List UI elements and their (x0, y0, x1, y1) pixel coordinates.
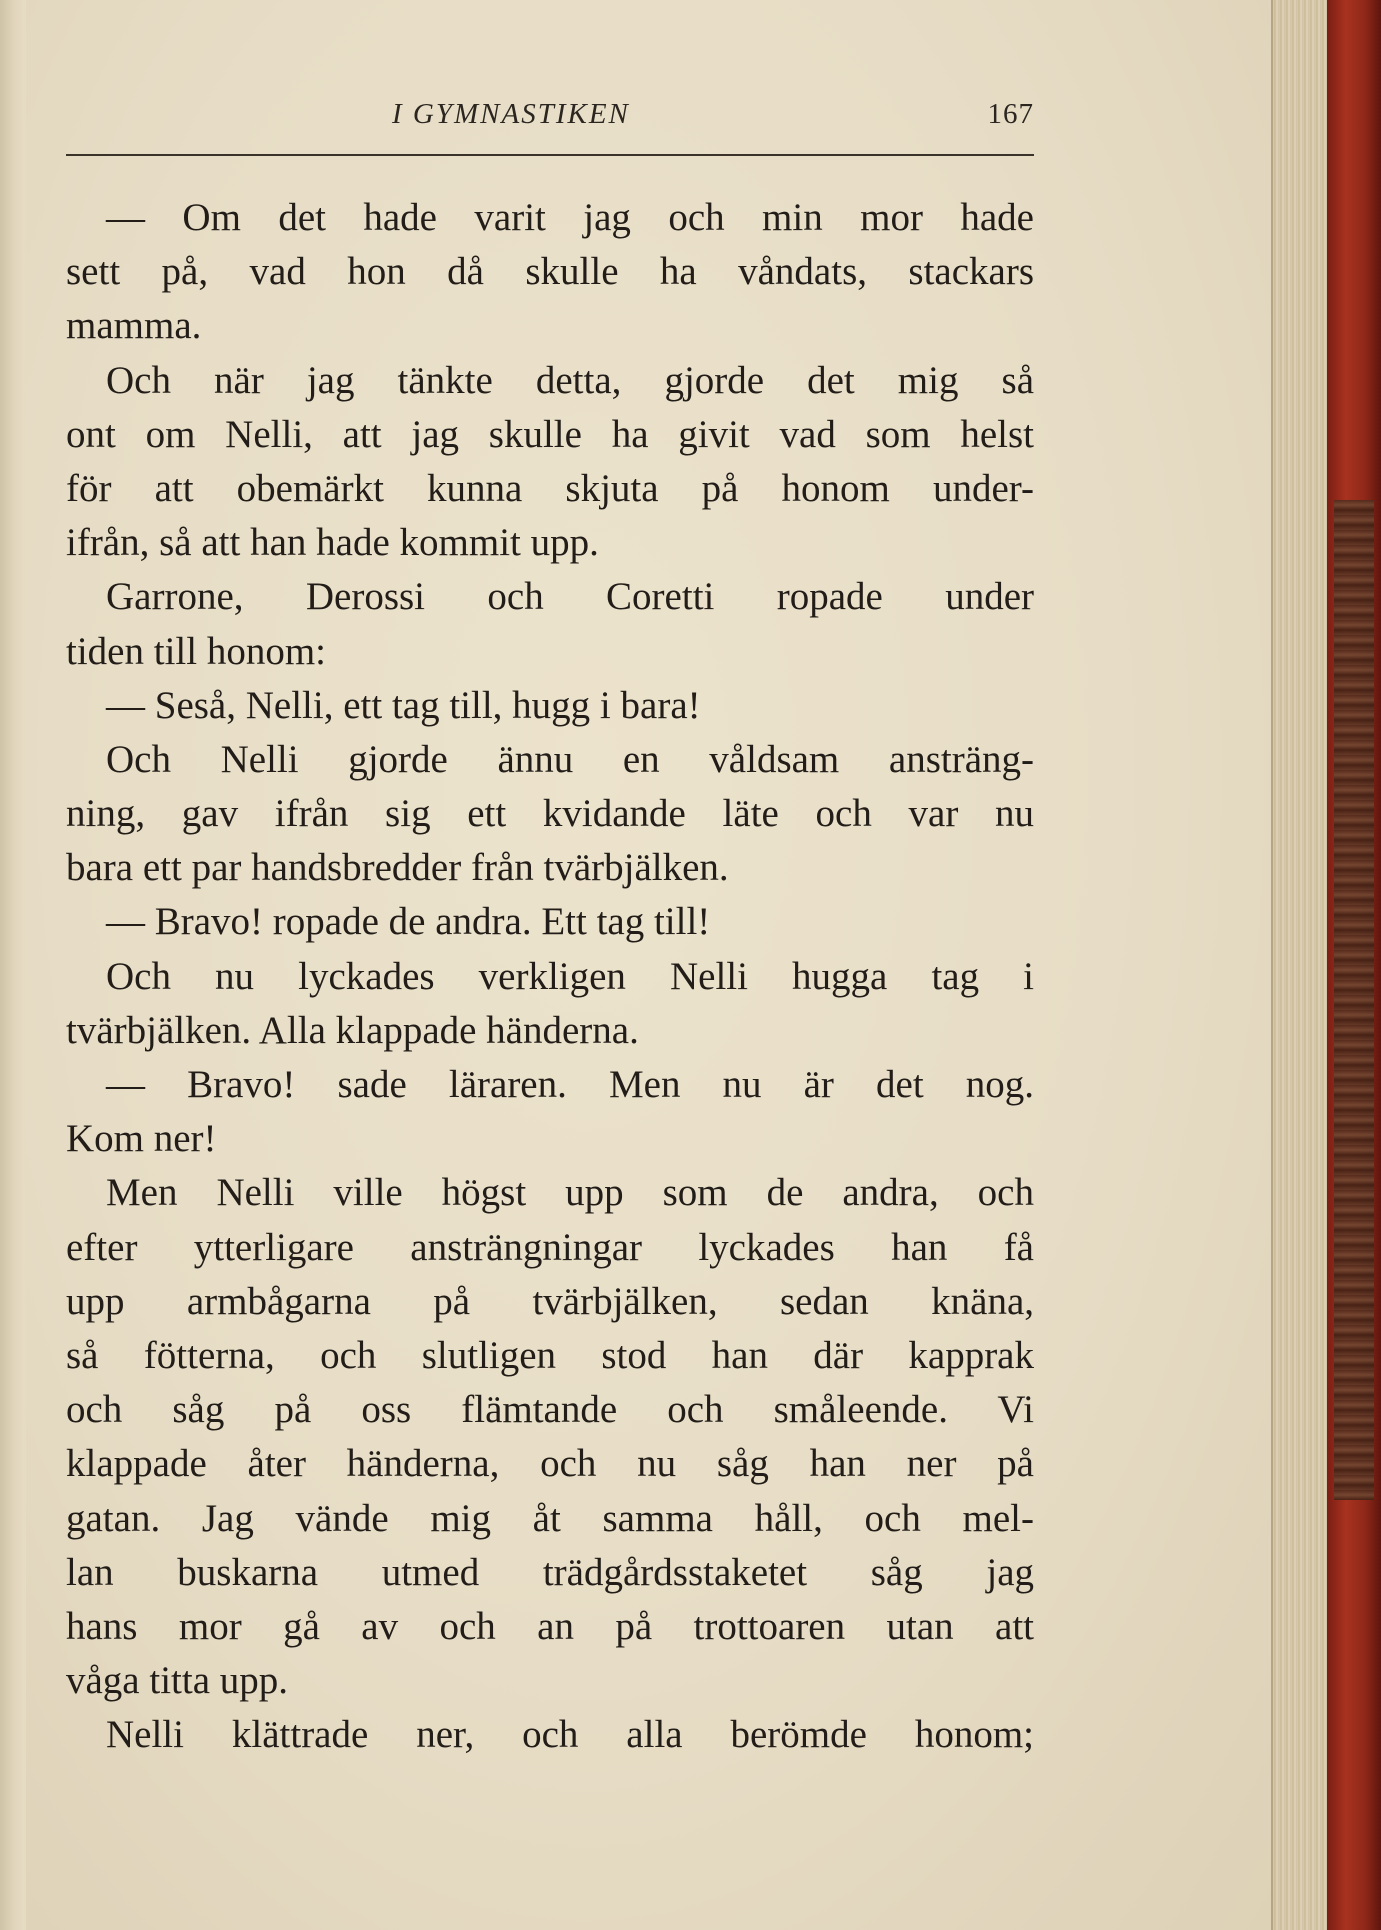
text-line: — Bravo! sade läraren. Men nu är det nog. (106, 1063, 1034, 1106)
book-page (26, 0, 1271, 1930)
text-line: så fötterna, och slutligen stod han där kapprak (66, 1333, 1034, 1377)
cover-binding-texture (1334, 500, 1374, 1500)
page-header (66, 98, 1034, 142)
page-number: 167 (987, 98, 1034, 130)
text-line: Kom ner! (66, 1117, 217, 1161)
text-line: lan buskarna utmed trädgårdsstaketet såg jag (66, 1550, 1034, 1594)
text-line: tvärbjälken. Alla klappade händerna. (66, 1008, 639, 1052)
text-line: hans mor gå av och an på trottoaren utan att (66, 1604, 1034, 1648)
text-line: — Seså, Nelli, ett tag till, hugg i bara! (106, 683, 701, 727)
text-line: Och när jag tänkte detta, gjorde det mig så (106, 358, 1034, 402)
text-line: Nelli klättrade ner, och alla berömde honom; (106, 1713, 1034, 1757)
text-line: klappade åter händerna, och nu såg han ner på (66, 1442, 1034, 1486)
text-line: Och Nelli gjorde ännu en våldsam ansträng- (106, 737, 1034, 781)
page-block-edge (1271, 0, 1329, 1930)
text-line: sett på, vad hon då skulle ha våndats, stackars (66, 250, 1034, 294)
body-text (66, 191, 1034, 1762)
text-line: efter ytterligare ansträngningar lyckades han få (66, 1225, 1034, 1269)
text-line: mamma. (66, 304, 202, 348)
text-line: — Om det hade varit jag och min mor hade (106, 196, 1034, 239)
text-line: Men Nelli ville högst upp som de andra, och (106, 1171, 1034, 1215)
text-line: Garrone, Derossi och Coretti ropade under (106, 575, 1034, 619)
text-line: — Bravo! ropade de andra. Ett tag till! (106, 900, 711, 944)
text-line: tiden till honom: (66, 629, 326, 673)
text-line: ifrån, så att han hade kommit upp. (66, 521, 599, 565)
text-line: Och nu lyckades verkligen Nelli hugga tag i (106, 954, 1034, 998)
text-line: gatan. Jag vände mig åt samma håll, och mel- (66, 1496, 1034, 1540)
text-line: ont om Nelli, att jag skulle ha givit vad som helst (66, 412, 1034, 456)
running-title: I GYMNASTIKEN (392, 98, 630, 130)
text-line: för att obemärkt kunna skjuta på honom under- (66, 466, 1034, 510)
header-rule (66, 154, 1034, 156)
text-line: och såg på oss flämtande och småleende. Vi (66, 1388, 1034, 1432)
adjacent-page-edge (0, 0, 28, 1930)
text-line: bara ett par handsbredder från tvärbjälken. (66, 846, 729, 890)
text-line: våga titta upp. (66, 1659, 289, 1703)
text-line: upp armbågarna på tvärbjälken, sedan knäna, (66, 1279, 1034, 1323)
text-line: ning, gav ifrån sig ett kvidande läte och var nu (66, 792, 1034, 836)
